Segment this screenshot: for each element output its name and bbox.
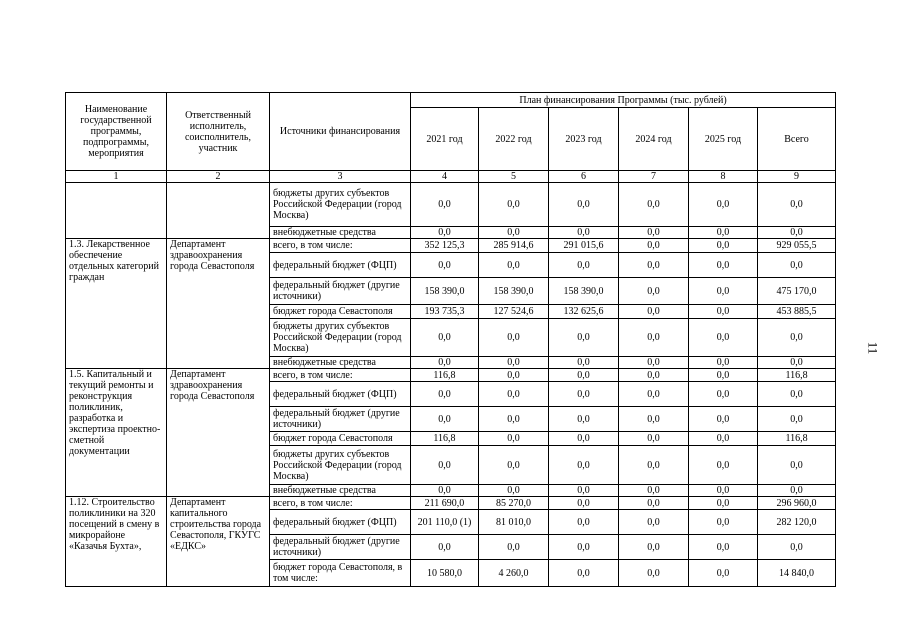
year-value: 132 625,6: [549, 305, 619, 319]
year-value: 0,0: [549, 485, 619, 497]
year-value: 0,0: [549, 319, 619, 357]
year-value: 127 524,6: [479, 305, 549, 319]
financing-source: всего, в том числе:: [270, 497, 411, 510]
table-row: [66, 369, 836, 382]
year-value: 0,0: [689, 183, 758, 227]
financing-source: федеральный бюджет (другие источники): [270, 278, 411, 305]
year-value: 0,0: [689, 510, 758, 535]
col-header-responsible: Ответственный исполнитель, соисполнитель, участник: [167, 93, 270, 171]
year-value: 0,0: [411, 407, 479, 432]
year-value: 0,0: [549, 382, 619, 407]
financing-source: бюджеты других субъектов Российской Федерации (город Москва): [270, 446, 411, 485]
total-value: 0,0: [758, 227, 836, 239]
financing-table: [65, 92, 836, 587]
year-value: 285 914,6: [479, 239, 549, 253]
financing-source: всего, в том числе:: [270, 239, 411, 253]
year-value: 116,8: [411, 369, 479, 382]
financing-source: федеральный бюджет (ФЦП): [270, 382, 411, 407]
col-number: 8: [689, 171, 758, 183]
financing-source: бюджеты других субъектов Российской Федерации (город Москва): [270, 319, 411, 357]
responsible-executor: Департамент капитального строительства города Севастополя, ГКУГС «ЕДКС»: [167, 497, 270, 587]
year-value: 158 390,0: [549, 278, 619, 305]
total-value: 453 885,5: [758, 305, 836, 319]
year-value: 0,0: [689, 497, 758, 510]
year-value: 0,0: [689, 446, 758, 485]
year-value: 0,0: [619, 253, 689, 278]
year-value: 0,0: [411, 227, 479, 239]
year-value: 158 390,0: [411, 278, 479, 305]
table-row: [66, 239, 836, 253]
col-number: 1: [66, 171, 167, 183]
responsible-executor: Департамент здравоохранения города Севастополя: [167, 239, 270, 369]
financing-source: внебюджетные средства: [270, 357, 411, 369]
year-value: 0,0: [619, 535, 689, 560]
year-value: 0,0: [479, 253, 549, 278]
responsible-executor: Департамент здравоохранения города Севастополя: [167, 369, 270, 497]
total-value: 0,0: [758, 446, 836, 485]
year-value: 0,0: [549, 227, 619, 239]
program-item-name: 1.5. Капитальный и текущий ремонты и реконструкция поликлиник, разработка и экспертиза проектно-сметной документации: [66, 369, 167, 497]
year-value: 0,0: [619, 369, 689, 382]
year-value: 0,0: [619, 239, 689, 253]
year-value: 0,0: [479, 319, 549, 357]
plan-title: План финансирования Программы (тыс. рублей): [411, 93, 836, 108]
col-number: 3: [270, 171, 411, 183]
financing-source: федеральный бюджет (другие источники): [270, 535, 411, 560]
year-value: 201 110,0 (1): [411, 510, 479, 535]
year-value: 352 125,3: [411, 239, 479, 253]
total-value: 14 840,0: [758, 560, 836, 587]
year-value: 0,0: [549, 357, 619, 369]
year-value: 10 580,0: [411, 560, 479, 587]
year-value: 0,0: [619, 407, 689, 432]
year-value: 0,0: [549, 369, 619, 382]
financing-source: бюджет города Севастополя, в том числе:: [270, 560, 411, 587]
year-value: 0,0: [479, 535, 549, 560]
year-value: 0,0: [689, 305, 758, 319]
financing-source: бюджеты других субъектов Российской Федерации (город Москва): [270, 183, 411, 227]
total-value: 0,0: [758, 183, 836, 227]
col-header-year: 2021 год: [411, 108, 479, 171]
year-value: 0,0: [411, 535, 479, 560]
col-number: 9: [758, 171, 836, 183]
year-value: 0,0: [549, 432, 619, 446]
year-value: 0,0: [411, 446, 479, 485]
financing-source: внебюджетные средства: [270, 485, 411, 497]
year-value: 0,0: [619, 560, 689, 587]
year-value: 0,0: [689, 357, 758, 369]
year-value: 0,0: [411, 357, 479, 369]
year-value: 0,0: [479, 382, 549, 407]
year-value: 0,0: [411, 183, 479, 227]
year-value: 0,0: [619, 357, 689, 369]
col-header-year: 2023 год: [549, 108, 619, 171]
year-value: 85 270,0: [479, 497, 549, 510]
year-value: 0,0: [549, 253, 619, 278]
col-number: 4: [411, 171, 479, 183]
col-number: 2: [167, 171, 270, 183]
year-value: 0,0: [689, 560, 758, 587]
year-value: 0,0: [619, 432, 689, 446]
total-value: 296 960,0: [758, 497, 836, 510]
total-value: 116,8: [758, 369, 836, 382]
year-value: 0,0: [619, 278, 689, 305]
program-item-name: [66, 183, 167, 239]
year-value: 0,0: [479, 357, 549, 369]
year-value: 0,0: [479, 446, 549, 485]
year-value: 0,0: [689, 432, 758, 446]
total-value: 929 055,5: [758, 239, 836, 253]
col-header-total: Всего: [758, 108, 836, 171]
total-value: 0,0: [758, 407, 836, 432]
year-value: 0,0: [549, 497, 619, 510]
year-value: 0,0: [411, 485, 479, 497]
year-value: 0,0: [549, 446, 619, 485]
year-value: 0,0: [549, 535, 619, 560]
year-value: 291 015,6: [549, 239, 619, 253]
col-header-year: 2024 год: [619, 108, 689, 171]
col-number: 5: [479, 171, 549, 183]
year-value: 0,0: [549, 183, 619, 227]
year-value: 0,0: [689, 382, 758, 407]
year-value: 0,0: [689, 407, 758, 432]
year-value: 0,0: [549, 510, 619, 535]
financing-source: федеральный бюджет (ФЦП): [270, 253, 411, 278]
year-value: 0,0: [479, 485, 549, 497]
year-value: 0,0: [689, 535, 758, 560]
year-value: 211 690,0: [411, 497, 479, 510]
col-number: 6: [549, 171, 619, 183]
year-value: 116,8: [411, 432, 479, 446]
year-value: 0,0: [689, 319, 758, 357]
year-value: 0,0: [411, 382, 479, 407]
year-value: 0,0: [619, 183, 689, 227]
responsible-executor: [167, 183, 270, 239]
col-header-source: Источники финансирования: [270, 93, 411, 171]
financing-source: федеральный бюджет (ФЦП): [270, 510, 411, 535]
year-value: 0,0: [479, 407, 549, 432]
year-value: 0,0: [619, 382, 689, 407]
year-value: 0,0: [689, 239, 758, 253]
year-value: 0,0: [689, 227, 758, 239]
financing-source: федеральный бюджет (другие источники): [270, 407, 411, 432]
year-value: 0,0: [619, 446, 689, 485]
year-value: 193 735,3: [411, 305, 479, 319]
col-header-year: 2025 год: [689, 108, 758, 171]
col-number: 7: [619, 171, 689, 183]
year-value: 4 260,0: [479, 560, 549, 587]
year-value: 0,0: [479, 369, 549, 382]
year-value: 0,0: [619, 305, 689, 319]
year-value: 0,0: [689, 369, 758, 382]
total-value: 116,8: [758, 432, 836, 446]
program-item-name: 1.3. Лекарственное обеспечение отдельных категорий граждан: [66, 239, 167, 369]
year-value: 0,0: [479, 227, 549, 239]
financing-source: всего, в том числе:: [270, 369, 411, 382]
total-value: 282 120,0: [758, 510, 836, 535]
year-value: 0,0: [619, 485, 689, 497]
year-value: 0,0: [479, 432, 549, 446]
total-value: 0,0: [758, 357, 836, 369]
year-value: 0,0: [479, 183, 549, 227]
year-value: 0,0: [619, 497, 689, 510]
total-value: 0,0: [758, 382, 836, 407]
col-header-name: Наименование государственной программы, подпрограммы, мероприятия: [66, 93, 167, 171]
year-value: 0,0: [689, 253, 758, 278]
year-value: 0,0: [411, 253, 479, 278]
total-value: 475 170,0: [758, 278, 836, 305]
year-value: 0,0: [549, 407, 619, 432]
table-row: [66, 497, 836, 510]
total-value: 0,0: [758, 535, 836, 560]
financing-source: бюджет города Севастополя: [270, 305, 411, 319]
page-number: 11: [865, 341, 881, 355]
col-header-year: 2022 год: [479, 108, 549, 171]
year-value: 81 010,0: [479, 510, 549, 535]
year-value: 0,0: [619, 319, 689, 357]
year-value: 0,0: [549, 560, 619, 587]
year-value: 0,0: [619, 227, 689, 239]
year-value: 0,0: [689, 278, 758, 305]
financing-source: бюджет города Севастополя: [270, 432, 411, 446]
year-value: 0,0: [619, 510, 689, 535]
year-value: 158 390,0: [479, 278, 549, 305]
year-value: 0,0: [689, 485, 758, 497]
year-value: 0,0: [411, 319, 479, 357]
table-row: [66, 183, 836, 227]
total-value: 0,0: [758, 485, 836, 497]
total-value: 0,0: [758, 253, 836, 278]
program-item-name: 1.12. Строительство поликлиники на 320 посещений в смену в микрорайоне «Казачья Бухта»,: [66, 497, 167, 587]
financing-source: внебюджетные средства: [270, 227, 411, 239]
total-value: 0,0: [758, 319, 836, 357]
